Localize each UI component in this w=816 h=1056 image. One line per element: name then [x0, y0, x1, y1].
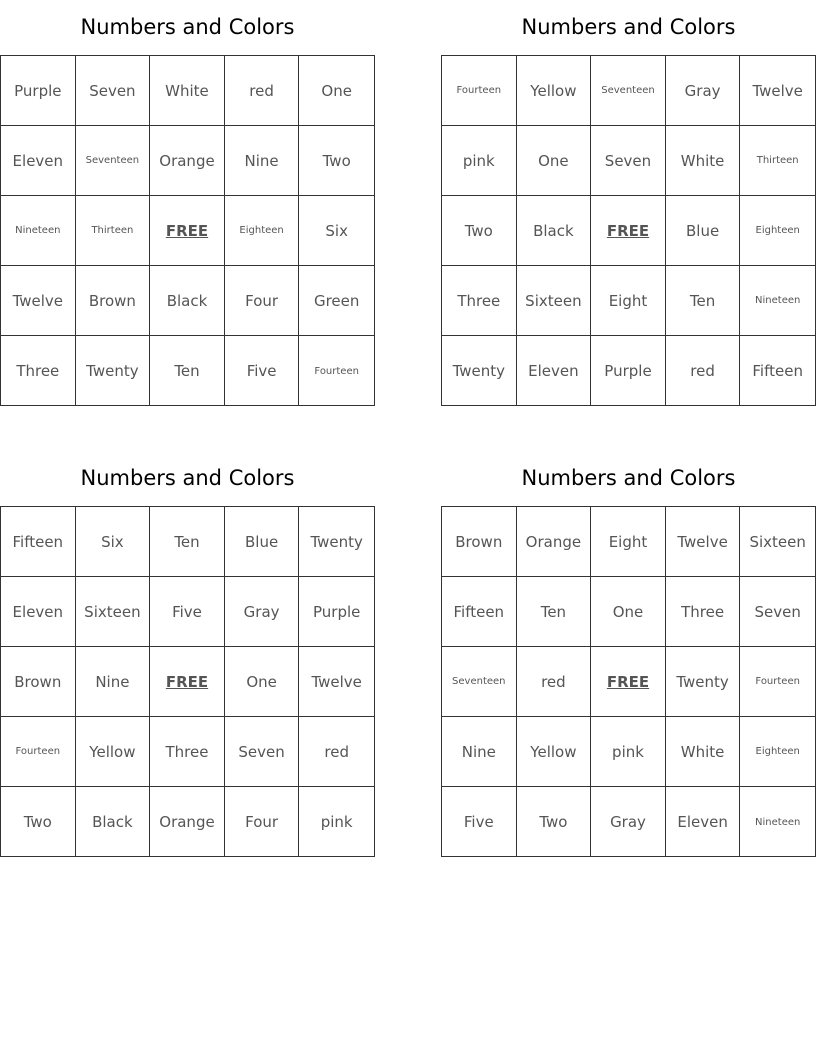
- bingo-grid: [0, 55, 375, 406]
- bingo-cell: Yellow: [76, 717, 151, 787]
- bingo-cell: Orange: [150, 787, 225, 857]
- bingo-cell: Five: [442, 787, 517, 857]
- bingo-cell: White: [150, 56, 225, 126]
- bingo-cell: Brown: [1, 647, 76, 717]
- card-title: Numbers and Colors: [80, 15, 295, 39]
- bingo-cell: One: [299, 56, 374, 126]
- bingo-cell: Brown: [76, 266, 151, 336]
- bingo-cell: Fifteen: [442, 577, 517, 647]
- bingo-cell: Five: [150, 577, 225, 647]
- bingo-cell: Black: [150, 266, 225, 336]
- bingo-cell: Eight: [591, 266, 666, 336]
- free-space-cell: FREE: [150, 196, 225, 266]
- bingo-cell: Black: [517, 196, 592, 266]
- bingo-cell: Three: [150, 717, 225, 787]
- bingo-cell: Gray: [591, 787, 666, 857]
- bingo-card-1: [0, 0, 375, 406]
- bingo-cell: Fourteen: [314, 365, 359, 377]
- bingo-cell: Orange: [150, 126, 225, 196]
- bingo-cell: Brown: [442, 507, 517, 577]
- bingo-cell: Eleven: [666, 787, 741, 857]
- bingo-cell: Green: [299, 266, 374, 336]
- bingo-cell: Gray: [225, 577, 300, 647]
- bingo-cell: pink: [442, 126, 517, 196]
- bingo-cell: Twelve: [299, 647, 374, 717]
- bingo-cell: Six: [299, 196, 374, 266]
- card-title: Numbers and Colors: [521, 466, 736, 490]
- bingo-cell: Seven: [76, 56, 151, 126]
- bingo-cell: White: [666, 126, 741, 196]
- bingo-cell: Blue: [225, 507, 300, 577]
- bingo-cell: Three: [442, 266, 517, 336]
- bingo-cell: red: [225, 56, 300, 126]
- bingo-cell: Black: [76, 787, 151, 857]
- bingo-cell: Four: [225, 266, 300, 336]
- bingo-cell: Seventeen: [442, 647, 517, 717]
- bingo-cell: Two: [517, 787, 592, 857]
- free-space-cell: FREE: [150, 647, 225, 717]
- bingo-cell: Twenty: [442, 336, 517, 406]
- bingo-cell: Yellow: [517, 56, 592, 126]
- bingo-cell: Seven: [591, 126, 666, 196]
- bingo-cell: Two: [442, 196, 517, 266]
- bingo-cell: Fifteen: [1, 507, 76, 577]
- bingo-cell: Thirteen: [76, 196, 151, 266]
- bingo-card-2: [441, 0, 816, 406]
- bingo-cell: Nineteen: [755, 816, 801, 828]
- bingo-cell: Seventeen: [76, 126, 151, 196]
- bingo-cell: Twelve: [740, 56, 815, 126]
- bingo-cell: Eleven: [1, 126, 76, 196]
- bingo-cell: Nine: [442, 717, 517, 787]
- bingo-cell: Fourteen: [1, 717, 76, 787]
- bingo-cell: Eighteen: [225, 196, 300, 266]
- bingo-grid: [0, 506, 375, 857]
- bingo-cell: Purple: [299, 577, 374, 647]
- bingo-cell: Twenty: [666, 647, 741, 717]
- bingo-cell: red: [666, 336, 741, 406]
- bingo-cell: One: [591, 577, 666, 647]
- bingo-cell: Three: [1, 336, 76, 406]
- free-space-cell: FREE: [591, 196, 666, 266]
- bingo-cell: Eleven: [517, 336, 592, 406]
- bingo-cell: pink: [320, 813, 353, 831]
- bingo-cell: Six: [76, 507, 151, 577]
- bingo-grid: [441, 506, 816, 857]
- bingo-cell: Nineteen: [1, 196, 76, 266]
- bingo-cell: Nine: [76, 647, 151, 717]
- bingo-cell: Ten: [517, 577, 592, 647]
- bingo-cell: Yellow: [517, 717, 592, 787]
- bingo-cell: Eighteen: [740, 717, 815, 787]
- bingo-grid: [441, 55, 816, 406]
- bingo-cell: Fifteen: [752, 362, 803, 380]
- bingo-cell: Eight: [591, 507, 666, 577]
- bingo-cell: Fourteen: [740, 647, 815, 717]
- bingo-cell: Ten: [150, 507, 225, 577]
- bingo-cell: Twelve: [1, 266, 76, 336]
- bingo-cell: Eleven: [1, 577, 76, 647]
- bingo-card-4: [441, 451, 816, 857]
- bingo-cell: pink: [591, 717, 666, 787]
- bingo-cell: Two: [299, 126, 374, 196]
- bingo-cell: Five: [225, 336, 300, 406]
- bingo-cell: Seven: [740, 577, 815, 647]
- bingo-cell: Twenty: [299, 507, 374, 577]
- bingo-cell: Fourteen: [442, 56, 517, 126]
- card-title: Numbers and Colors: [80, 466, 295, 490]
- bingo-cell: Blue: [666, 196, 741, 266]
- bingo-cell: red: [517, 647, 592, 717]
- bingo-cell: Purple: [591, 336, 666, 406]
- bingo-cell: Thirteen: [740, 126, 815, 196]
- bingo-card-3: [0, 451, 375, 857]
- bingo-cell: One: [517, 126, 592, 196]
- bingo-cell: Three: [666, 577, 741, 647]
- bingo-cell: Nineteen: [740, 266, 815, 336]
- bingo-cell: Nine: [225, 126, 300, 196]
- bingo-cell: Ten: [666, 266, 741, 336]
- card-title: Numbers and Colors: [521, 15, 736, 39]
- bingo-cell: Sixteen: [76, 577, 151, 647]
- bingo-cell: Twelve: [666, 507, 741, 577]
- bingo-cell: Gray: [666, 56, 741, 126]
- bingo-cell: Four: [225, 787, 300, 857]
- bingo-cell: Purple: [1, 56, 76, 126]
- bingo-cell: Seventeen: [591, 56, 666, 126]
- bingo-cell: Orange: [517, 507, 592, 577]
- free-space-cell: FREE: [591, 647, 666, 717]
- bingo-cell: Two: [1, 787, 76, 857]
- bingo-cell: red: [299, 717, 374, 787]
- bingo-cell: White: [666, 717, 741, 787]
- bingo-cell: Sixteen: [517, 266, 592, 336]
- bingo-cell: Ten: [150, 336, 225, 406]
- bingo-cell: Eighteen: [740, 196, 815, 266]
- bingo-cell: One: [225, 647, 300, 717]
- bingo-cell: Seven: [225, 717, 300, 787]
- bingo-cell: Sixteen: [740, 507, 815, 577]
- bingo-cell: Twenty: [76, 336, 151, 406]
